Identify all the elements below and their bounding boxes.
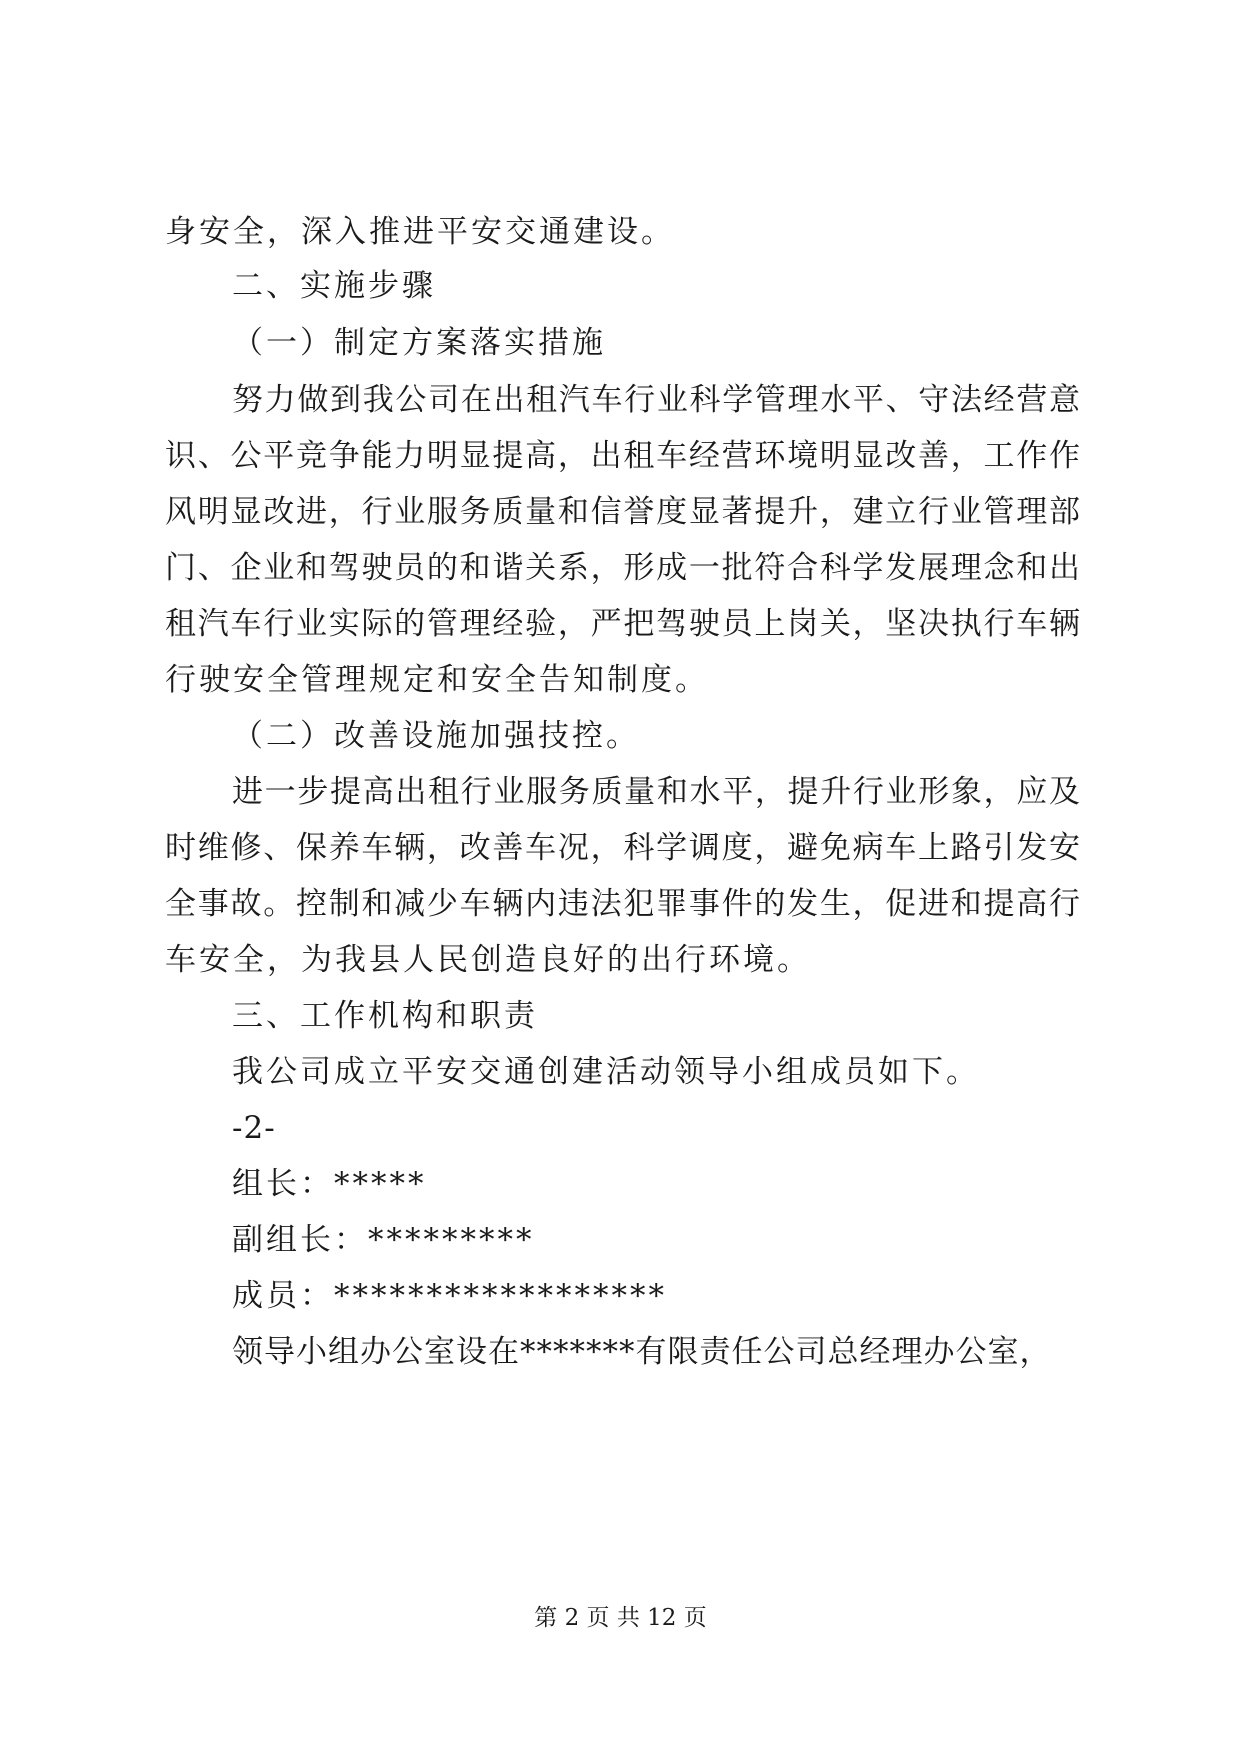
text-line-continuation: 身安全，深入推进平安交通建设。 (165, 214, 675, 250)
page-footer: 第 2 页 共 12 页 (534, 1605, 707, 1631)
subsection-heading-facilities: （二）改善设施加强技控。 (232, 718, 640, 754)
paragraph-line: 时维修、保养车辆，改善车况，科学调度，避免病车上路引发安 (165, 830, 1080, 866)
paragraph-line: 进一步提高出租行业服务质量和水平，提升行业形象，应及 (232, 774, 1080, 810)
subsection-heading-plan: （一）制定方案落实措施 (232, 325, 606, 361)
deputy-leader-line: 副组长：********* (232, 1222, 535, 1258)
paragraph-line: 努力做到我公司在出租汽车行业科学管理水平、守法经营意 (232, 382, 1080, 418)
members-line: 成员：****************** (232, 1278, 667, 1314)
section-heading-steps: 二、实施步骤 (232, 268, 436, 304)
paragraph-line: 全事故。控制和减少车辆内违法犯罪事件的发生，促进和提高行 (165, 886, 1080, 922)
paragraph-line: 车安全，为我县人民创造良好的出行环境。 (165, 942, 811, 978)
paragraph-line: 风明显改进，行业服务质量和信誉度显著提升，建立行业管理部 (165, 494, 1080, 530)
paragraph-line: 我公司成立平安交通创建活动领导小组成员如下。 (232, 1054, 980, 1090)
inline-page-marker: -2- (232, 1110, 276, 1146)
paragraph-line: 租汽车行业实际的管理经验，严把驾驶员上岗关，坚决执行车辆 (165, 606, 1080, 642)
team-leader-line: 组长：***** (232, 1166, 427, 1202)
paragraph-line: 识、公平竞争能力明显提高，出租车经营环境明显改善，工作作 (165, 438, 1080, 474)
office-location-line: 领导小组办公室设在*******有限责任公司总经理办公室， (232, 1334, 1052, 1370)
paragraph-line: 门、企业和驾驶员的和谐关系，形成一批符合科学发展理念和出 (165, 550, 1080, 586)
paragraph-line: 行驶安全管理规定和安全告知制度。 (165, 662, 709, 698)
section-heading-organization: 三、工作机构和职责 (232, 998, 538, 1034)
